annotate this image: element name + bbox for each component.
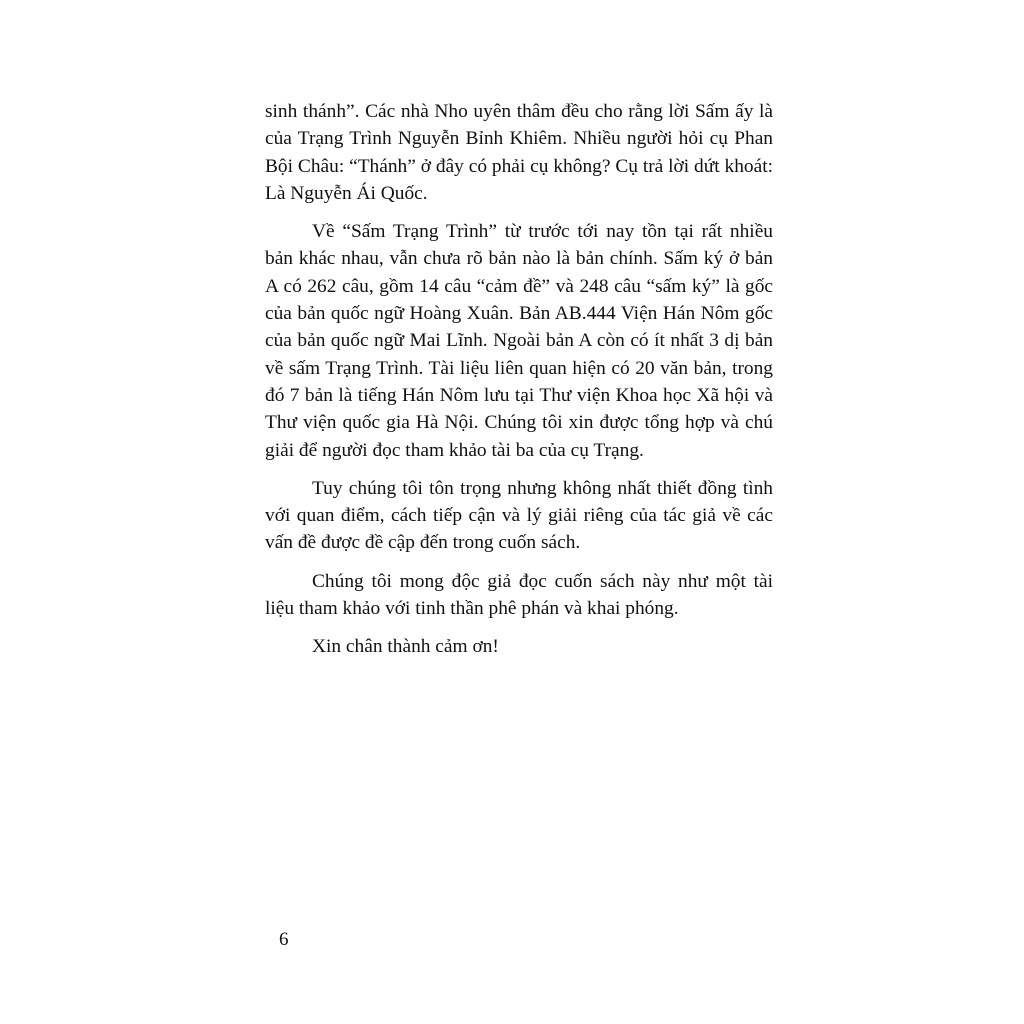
paragraph-author-views-disclaimer: Tuy chúng tôi tôn trọng nhưng không nhất thiết đồng tình với quan điểm, cách tiếp cận và lý giải riêng của tác giả về các vấn đề được đề cập đến trong cuốn sách. — [265, 477, 773, 554]
page-number: 6 — [279, 929, 289, 950]
paragraph-reader-request: Chúng tôi mong độc giả đọc cuốn sách này như một tài liệu tham khảo với tinh thần phê phán và khai phóng. — [265, 570, 773, 620]
paragraph-continuation: sinh thánh”. Các nhà Nho uyên thâm đều cho rằng lời Sấm ấy là của Trạng Trình Nguyễn Bỉnh Khiêm. Nhiều người hỏi cụ Phan Bội Châu: “Thánh” ở đây có phải cụ không? Cụ trả lời dứt khoát: Là Nguyễn Ái Quốc. — [265, 101, 773, 204]
body-text — [265, 98, 773, 672]
paragraph-thanks: Xin chân thành cảm ơn! — [312, 636, 499, 658]
paragraph-sam-trang-trinh-versions: Về “Sấm Trạng Trình” từ trước tới nay tồn tại rất nhiều bản khác nhau, vẫn chưa rõ bản nào là bản chính. Sấm ký ở bản A có 262 câu, gồm 14 câu “cảm đề” và 248 câu “sấm ký” là gốc của bản quốc ngữ Hoàng Xuân. Bản AB.444 Viện Hán Nôm gốc của bản quốc ngữ Mai Lĩnh. Ngoài bản A còn có ít nhất 3 dị bản về sấm Trạng Trình. Tài liệu liên quan hiện có 20 văn bản, trong đó 7 bản là tiếng Hán Nôm lưu tại Thư viện Khoa học Xã hội và Thư viện quốc gia Hà Nội. Chúng tôi xin được tổng hợp và chú giải để người đọc tham khảo tài ba của cụ Trạng. — [265, 221, 773, 461]
